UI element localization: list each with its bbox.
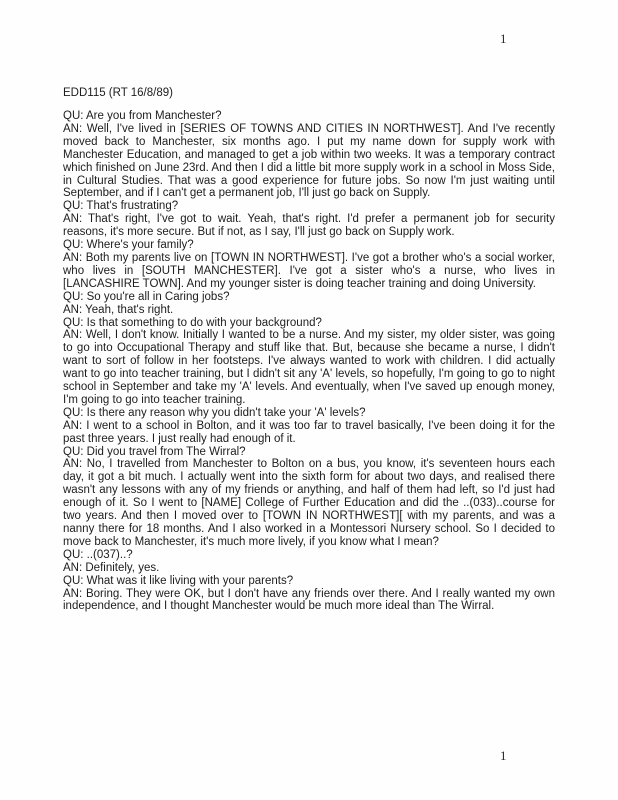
transcript-paragraph: AN: I went to a school in Bolton, and it was too far to travel basically, I've been doing it for the past three years. I just really had enough of it. bbox=[63, 419, 555, 445]
page-number-top: 1 bbox=[500, 31, 507, 46]
transcript-paragraph: QU: Where's your family? bbox=[63, 239, 194, 252]
transcript-paragraph: QU: ..(037)..? bbox=[63, 548, 133, 561]
document-id-header: EDD115 (RT 16/8/89) bbox=[63, 87, 173, 99]
transcript-paragraph: AN: Well, I've lived in [SERIES OF TOWNS AND CITIES IN NORTHWEST]. And I've recently moved back to Manchester, six months ago. I put my name down for supply work with Manchester Education, and managed to get a job within two weeks. It was a temporary contract which finished on June 23rd. And then I did a little bit more supply work in a school in Moss Side, in Cultural Studies. That was a good experience for future jobs. So now I'm just waiting until September, and if I can't get a permanent job, I'll just go back on Supply. bbox=[63, 122, 555, 200]
transcript-body bbox=[63, 110, 555, 613]
transcript-paragraph: AN: That's right, I've got to wait. Yeah, that's right. I'd prefer a permanent job for security reasons, it's more secure. But if not, as I say, I'll just go back on Supply work. bbox=[63, 213, 555, 239]
transcript-paragraph: QU: Did you travel from The Wirral? bbox=[63, 445, 246, 458]
transcript-paragraph: AN: Definitely, yes. bbox=[63, 561, 160, 574]
transcript-paragraph: AN: Well, I don't know. Initially I wanted to be a nurse. And my sister, my older sister, was going to go into Occupational Therapy and stuff like that. But, because she became a nurse, I didn't want to sort of follow in her footsteps. I've always wanted to work with children. I did actually want to go into teacher training, but I didn't sit any 'A' levels, so hopefully, I'm going to go to night school in September and take my 'A' levels. And eventually, when I've saved up enough money, I'm going to go into teacher training. bbox=[63, 329, 555, 406]
transcript-paragraph: AN: Yeah, that's right. bbox=[63, 303, 174, 316]
transcript-paragraph: QU: That's frustrating? bbox=[63, 200, 179, 213]
transcript-paragraph: QU: Are you from Manchester? bbox=[63, 110, 222, 122]
transcript-paragraph: QU: Is there any reason why you didn't take your 'A' levels? bbox=[63, 406, 366, 419]
transcript-paragraph: AN: Boring. They were OK, but I don't have any friends over there. And I really wanted my own independence, and I thought Manchester would be much more ideal than The Wirral. bbox=[63, 587, 555, 613]
transcript-paragraph: AN: Both my parents live on [TOWN IN NORTHWEST]. I've got a brother who's a social worker, who lives in [SOUTH MANCHESTER]. I've got a sister who's a nurse, who lives in [LANCASHIRE TOWN]. And my younger sister is doing teacher training and doing University. bbox=[63, 251, 555, 290]
transcript-paragraph: QU: Is that something to do with your background? bbox=[63, 316, 322, 329]
transcript-paragraph: QU: What was it like living with your parents? bbox=[63, 574, 294, 587]
transcript-paragraph: AN: No, I travelled from Manchester to Bolton on a bus, you know, it's seventeen hours each day, it got a bit much. I actually went into the sixth form for about two days, and realised there wasn't any lessons with any of my friends or anything, and half of them had left, so I'd just had enough of it. So I went to [NAME] College of Further Education and did the ..(033)..course for two years. And then I moved over to [TOWN IN NORTHWEST][ with my parents, and was a nanny there for 18 months. And I also worked in a Montessori Nursery school. So I decided to move back to Manchester, it's much more lively, if you know what I mean? bbox=[63, 458, 555, 548]
transcript-paragraph: QU: So you're all in Caring jobs? bbox=[63, 290, 230, 303]
page-number-bottom: 1 bbox=[500, 748, 507, 763]
